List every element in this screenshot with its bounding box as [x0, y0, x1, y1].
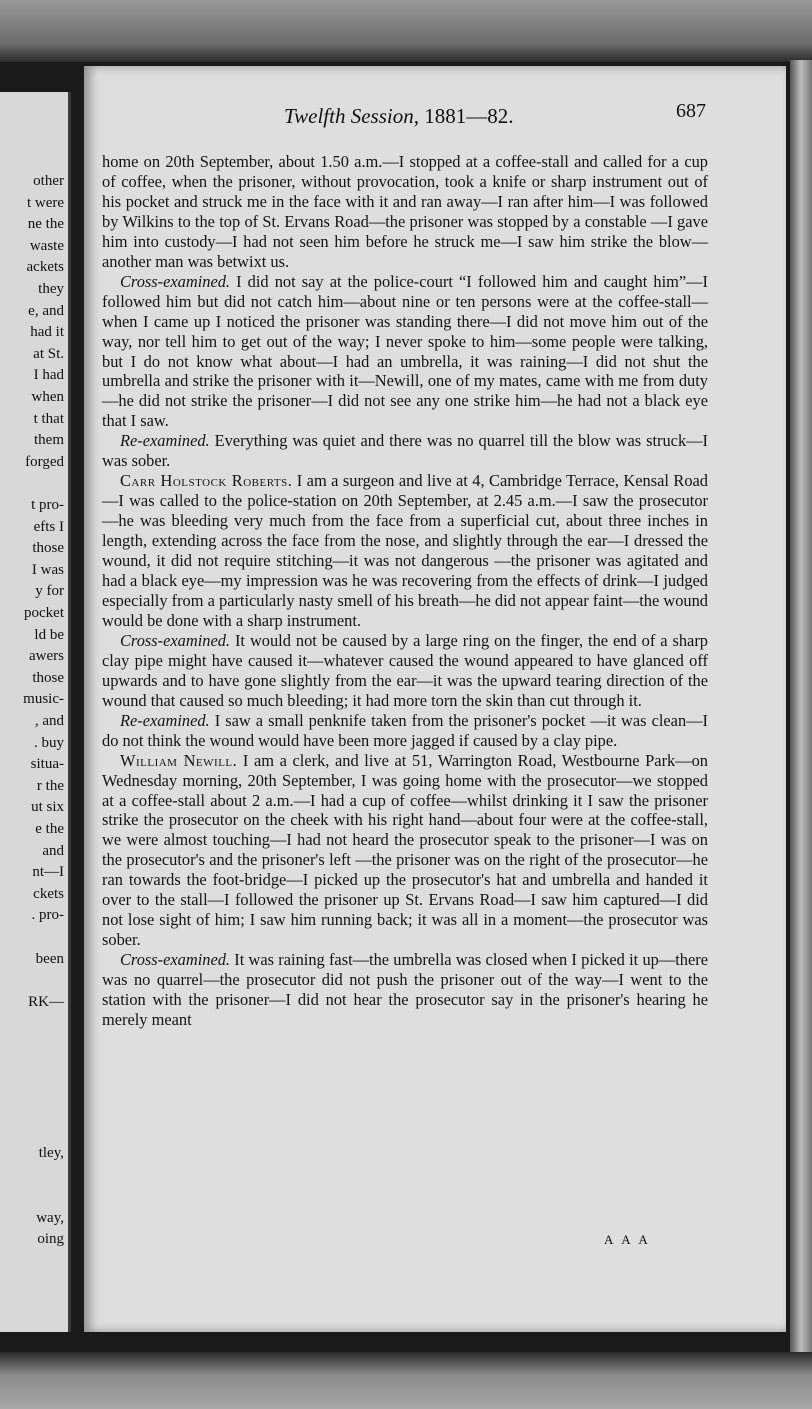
- facing-page-fragment: . pro-: [31, 907, 64, 924]
- facing-page-fragment: been: [35, 950, 64, 967]
- examination-label: Cross-examined.: [120, 271, 231, 291]
- paragraph: [102, 950, 708, 1030]
- facing-page-fragment: waste: [29, 237, 64, 254]
- running-head-years: 1881—82.: [424, 104, 514, 128]
- facing-page-fragment: at St.: [33, 345, 64, 362]
- facing-page-fragment: those: [32, 669, 64, 686]
- facing-page-fragment: . buy: [34, 734, 64, 751]
- facing-page-fragment: music-: [23, 691, 64, 708]
- facing-page-fragment: e, and: [28, 302, 64, 319]
- facing-page-fragment: awers: [29, 648, 64, 665]
- facing-page-edge: [0, 92, 71, 1332]
- facing-page-fragment: them: [34, 432, 64, 449]
- paragraph-text: I am a clerk, and live at 51, Warrington Road, Westbourne Park—on Wednesday morning, 20th September, I was going home with the prosecutor—we stopped at a coffee-stall about 2 a.m.—I had a cup of coffee—whilst drinking it I saw the prisoner strike the prosecutor on the cheek with his right hand—about four were at the coffee-stall, we were almost touching—I had not heard the prosecutor speak to the prisoner—I was on the prosecutor's and the prisoner's left —the prisoner was on the right of the prosecutor—he ran towards the foot-bridge—I picked up the prosecutor's hat and umbrella and handed it over to the stall—I followed the prisoner up St. Ervans Road—I saw him captured—I did not lose sight of him; I saw him running back; it was all in a moment—the prosecutor was sober.: [102, 750, 708, 950]
- paragraph: [102, 431, 708, 471]
- page-number: 687: [676, 100, 706, 122]
- facing-page-fragment: ne the: [27, 216, 64, 233]
- facing-page-fragment: other: [33, 173, 64, 189]
- paragraph-text: It was raining fast—the umbrella was closed when I picked it up—there was no quarrel—the prosecutor did not push the prisoner out of the way—I went to the station with the prisoner—I did not hear the prosecutor say in the prisoner's hearing he merely meant: [102, 950, 708, 1029]
- facing-page-fragment: ut six: [31, 799, 64, 816]
- facing-page-fragment: t were: [26, 194, 64, 211]
- examination-label: Cross-examined.: [120, 630, 231, 650]
- witness-name: Carr Holstock Roberts.: [120, 471, 293, 491]
- paragraph: [102, 631, 708, 711]
- paragraph-text: home on 20th September, about 1.50 a.m.—I stopped at a coffee-stall and called for a cup of coffee, when the prisoner, without provocation, took a knife or sharp instrument out of his pocket and struck me in the face with it and ran away—I ran after him—I was followed by Wilkins to the top of St. Ervans Road—the prisoner was stopped by a constable —I gave him into custody—I had not seen him before he struck me—I saw him strike the blow—another man was betwixt us.: [102, 152, 708, 271]
- facing-page-fragment: ackets: [26, 259, 64, 276]
- paragraph-text: It would not be caused by a large ring on the finger, the end of a sharp clay pipe might have caused it—whatever caused the wound appeared to have glanced off upwards and to have gone slightly from the ear—it was the upward tearing direction of the wound that caused so much bleeding; it had more torn the skin than cut through it.: [102, 630, 708, 710]
- facing-page-fragment: RK—: [28, 993, 64, 1010]
- facing-page-fragment: those: [32, 540, 64, 557]
- facing-page-fragment: oing: [37, 1231, 64, 1248]
- scan-top-border: [0, 0, 812, 62]
- facing-page-fragment: tley,: [38, 1145, 64, 1161]
- facing-page-fragment: ckets: [33, 885, 64, 902]
- running-head: [284, 104, 513, 129]
- paragraph-text: I did not say at the police-court “I followed him and caught him”—I followed him but did not catch him—about nine or ten persons were at the coffee-stall—when I came up I noticed the prisoner was standing there—I did not move him out of the way, nor tell him to get out of the way; I never spoke to him—some people were talking, but I do not know what about—I had an umbrella, it was raining—I did not shut the umbrella and strike the prisoner with it—Newill, one of my mates, came with me from duty—he did not strike the prisoner—I did not see any one strike him—he had not a black eye that I saw.: [102, 271, 708, 431]
- examination-label: Cross-examined.: [120, 950, 231, 970]
- facing-page-fragment: efts I: [33, 518, 64, 535]
- paragraph: [102, 471, 708, 631]
- paragraph: [102, 272, 708, 432]
- facing-page-fragment: I had: [33, 367, 64, 384]
- facing-page-fragment: y for: [35, 583, 64, 600]
- running-head-title: Twelfth Session,: [284, 104, 419, 128]
- book-spine-edge: [790, 60, 812, 1360]
- examination-label: Re-examined.: [120, 431, 210, 451]
- book-page: [84, 66, 786, 1332]
- facing-page-fragment: they: [38, 281, 64, 297]
- scan-bottom-border: [0, 1352, 812, 1409]
- facing-page-fragment: and: [42, 842, 64, 859]
- witness-name: William Newill.: [120, 750, 238, 770]
- facing-page-fragment: e the: [35, 821, 64, 837]
- page-header: [84, 100, 786, 134]
- facing-page-fragment: ld be: [34, 626, 64, 643]
- examination-label: Re-examined.: [120, 710, 210, 730]
- paragraph-text: Everything was quiet and there was no quarrel till the blow was struck—I was sober.: [102, 431, 708, 471]
- facing-page-fragment: I was: [31, 561, 64, 578]
- paragraph: [102, 711, 708, 751]
- facing-page-fragment: had it: [30, 324, 64, 341]
- paragraph-text: I am a surgeon and live at 4, Cambridge Terrace, Kensal Road—I was called to the police-station on 20th September, at 2.45 a.m.—I saw the prosecutor—he was bleeding very much from the face from a superficial cut, about three inches in length, extending across the face from the nose, and slightly through the ear—I dressed the wound, it did not require stitching—it was not dangerous —the prisoner was agitated and had a black eye—my impression was he was recovering from the effects of drink—I judged especially from a particularly nasty smell of his breath—he did not appear faint—the wound would be done with a sharp instrument.: [102, 471, 708, 630]
- facing-page-fragment: r the: [36, 777, 64, 794]
- facing-page-fragment: , and: [34, 713, 64, 729]
- facing-page-fragment: t that: [33, 410, 64, 427]
- facing-page-fragment: way,: [36, 1209, 64, 1226]
- signature-mark: A A A: [604, 1232, 651, 1247]
- paragraph-text: I saw a small penknife taken from the prisoner's pocket —it was clean—I do not think the wound would have been more jagged if caused by a clay pipe.: [102, 710, 708, 750]
- facing-page-fragment: nt—I: [32, 864, 64, 881]
- facing-page-fragment: forged: [25, 453, 64, 470]
- facing-page-fragment: pocket: [24, 605, 64, 621]
- paragraph: [102, 152, 708, 272]
- facing-page-fragment: t pro-: [31, 497, 64, 513]
- paragraph: [102, 751, 708, 951]
- body-text: [102, 152, 708, 1030]
- facing-page-fragment: when: [31, 389, 64, 405]
- facing-page-fragment: situa-: [30, 756, 64, 773]
